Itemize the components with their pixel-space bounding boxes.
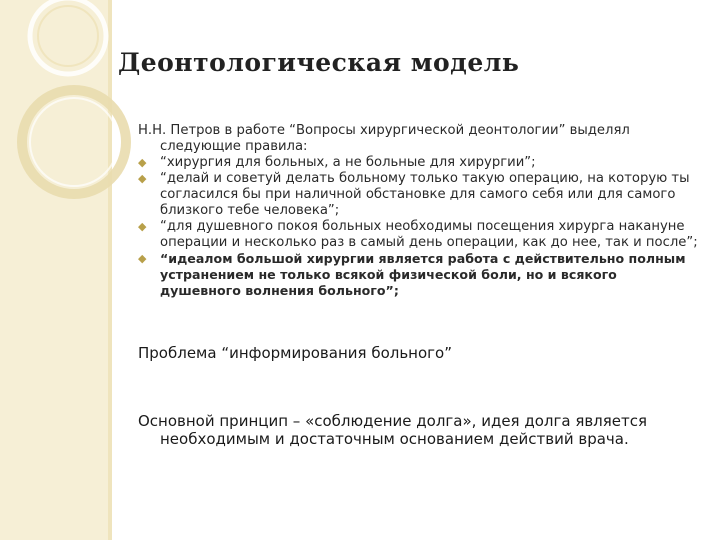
intro-text: Н.Н. Петров в работе “Вопросы хирургической деонтологии” выделял следующие правила:	[138, 123, 630, 154]
bullet-icon: ◆	[138, 172, 147, 185]
list-item	[138, 171, 698, 219]
list-item	[138, 155, 698, 171]
rule-text: “для душевного покоя больных необходимы посещения хирурга накануне операции и несколько раз в самый день операции, как до нее, так и после”;	[160, 219, 698, 250]
list-item	[138, 219, 698, 251]
rule-text: “делай и советуй делать больному только такую операцию, на которую ты согласился бы при наличной обстановке для самого себя или для самого близкого тебе человека”;	[160, 171, 690, 218]
rule-text: “хирургия для больных, а не больные для хирургии”;	[160, 155, 536, 170]
principle-text: Основной принцип – «соблюдение долга», идея долга является необходимым и достаточным основанием действий врача.	[138, 412, 648, 448]
list-item	[138, 251, 698, 299]
decorative-rings	[0, 0, 140, 220]
rule-text: “идеалом большой хирургии является работа с действительно полным устранением не только всякой физической боли, но и всякого душевного волнения больного”;	[160, 251, 686, 298]
rules-section	[138, 123, 698, 299]
slide-title: Деонтологическая модель	[118, 48, 520, 77]
bullet-icon: ◆	[138, 220, 147, 233]
rules-list	[138, 155, 698, 299]
bullet-icon: ◆	[138, 156, 147, 169]
problem-heading: Проблема “информирования больного”	[138, 344, 452, 362]
bullet-icon: ◆	[138, 252, 147, 265]
